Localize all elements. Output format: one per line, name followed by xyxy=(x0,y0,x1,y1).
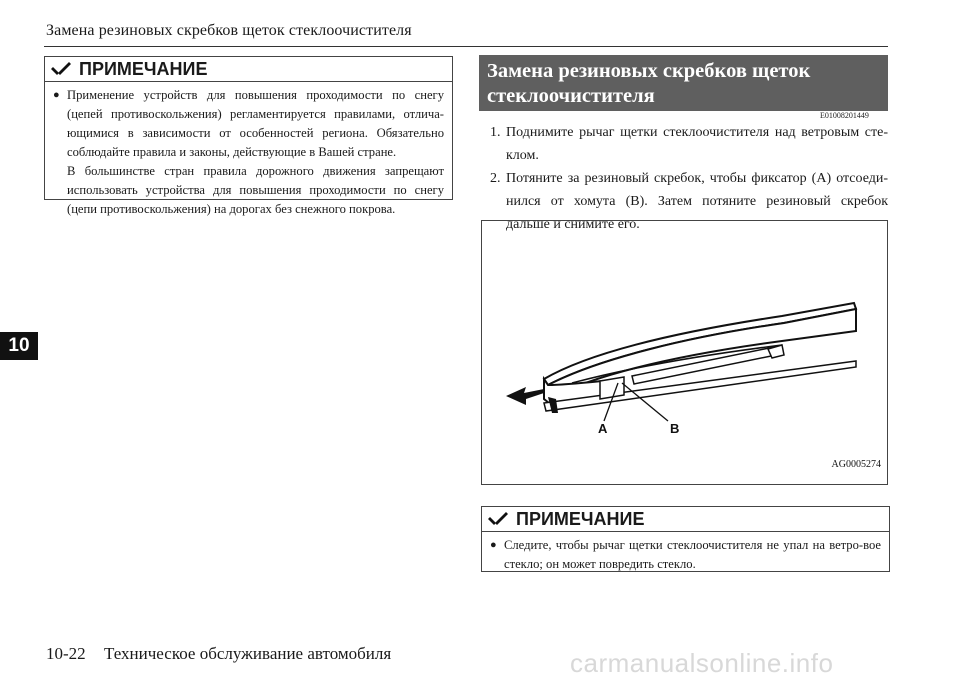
step-number: 1. xyxy=(490,125,501,140)
wiper-blade-illustration xyxy=(482,221,887,484)
bullet-dot-icon: ● xyxy=(490,539,497,551)
figure-label-b: B xyxy=(670,421,680,436)
note-box-right xyxy=(481,506,890,572)
step-text: Поднимите рычаг щетки стеклоочистителя над ветровым сте-клом. xyxy=(506,125,888,163)
page-number: 10-22 xyxy=(46,644,86,663)
pencil-check-icon xyxy=(486,510,510,528)
note-bullet-text: Применение устройств для повышения проходимости по снегу (цепей противоскольжения) регламентируется правилами, отлича-ющимися в зависимости от особенностей региона. Обязательно соблюдайте правила и законы, действующие в Вашей стране. xyxy=(67,88,444,159)
watermark: carmanualsonline.info xyxy=(570,648,834,678)
note-heading-text: ПРИМЕЧАНИЕ xyxy=(79,58,208,79)
wiper-figure xyxy=(481,220,888,485)
section-reference-code: E01008201449 xyxy=(820,111,869,120)
footer-title: Техническое обслуживание автомобиля xyxy=(104,644,392,663)
header-divider xyxy=(44,46,888,47)
note-bullet-text: Следите, чтобы рычаг щетки стеклоочистителя не упал на ветро-вое стекло; он может повредить стекло. xyxy=(504,538,881,571)
step-text: Потяните за резиновый скребок, чтобы фиксатор (A) отсоеди-нился от хомута (B). Затем потяните резиновый скребок дальше и снимите его. xyxy=(506,171,888,232)
note-heading-left xyxy=(45,57,452,82)
step-number: 2. xyxy=(490,171,501,186)
figure-code: AG0005274 xyxy=(831,459,881,470)
note-heading-text: ПРИМЕЧАНИЕ xyxy=(516,508,645,529)
pencil-check-icon xyxy=(49,60,73,78)
note-heading-right xyxy=(482,507,889,532)
step-item xyxy=(490,121,888,167)
bullet-dot-icon: ● xyxy=(53,89,60,101)
steps-list xyxy=(490,121,888,236)
note-paragraph: В большинстве стран правила дорожного движения запрещают использовать устройства для повышения проходимости по снегу (цепи противоскольжения) на дорогах без снежного покрова. xyxy=(67,164,444,216)
note-box-left xyxy=(44,56,453,216)
figure-label-a: A xyxy=(598,421,608,436)
page-header-title: Замена резиновых скребков щеток стеклоочистителя xyxy=(46,22,412,39)
chapter-tab: 10 xyxy=(0,332,38,360)
section-title: Замена резиновых скребков щеток стеклоочистителя xyxy=(479,55,888,111)
